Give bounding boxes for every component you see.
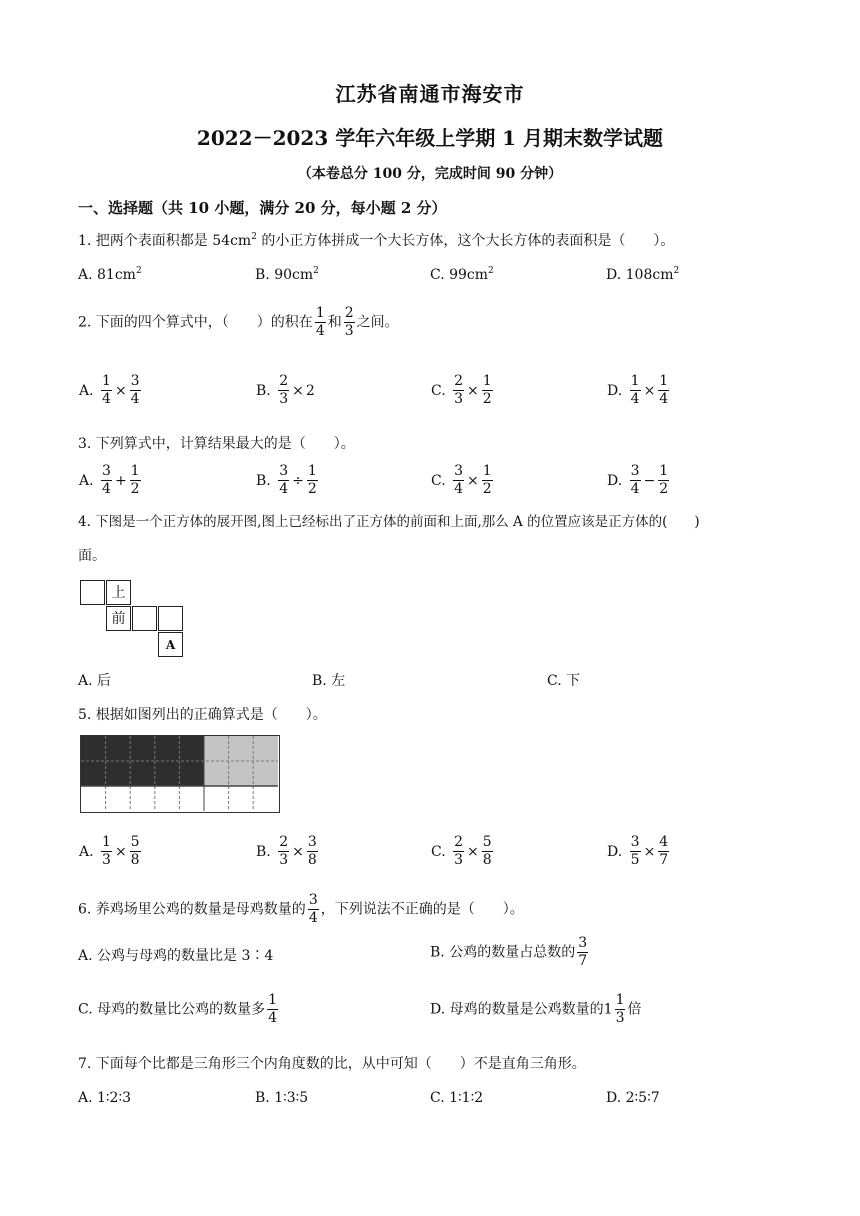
q2-option-b: B. $\frac{2}{3}$ × 2 bbox=[256, 373, 315, 407]
question-4-line2: 面。 bbox=[78, 548, 106, 564]
q3-option-a: A. $\frac{3}{4}$ + $\frac{1}{2}$ bbox=[79, 463, 140, 497]
fraction-grid-svg bbox=[81, 736, 278, 811]
net-cell-front: 前 bbox=[106, 606, 131, 631]
fraction: $\frac{3}{4}$ bbox=[308, 892, 318, 926]
q7-option-d: D. 2∶5∶7 bbox=[606, 1090, 660, 1106]
q5-option-a: A. $\frac{1}{3}$ × $\frac{5}{8}$ bbox=[79, 834, 140, 868]
section-heading: 一、选择题（共 10 小题，满分 20 分，每小题 2 分） bbox=[78, 199, 447, 217]
exam-title: 2022－2023 学年六年级上学期 1 月期末数学试题 bbox=[196, 126, 664, 150]
q7-option-b: B. 1∶3∶5 bbox=[255, 1090, 309, 1106]
q3-option-c: C. $\frac{3}{4}$ × $\frac{1}{2}$ bbox=[431, 463, 492, 497]
fraction: $\frac{1}{4}$ bbox=[315, 305, 325, 339]
q3-option-b: B. $\frac{3}{4}$ ÷ $\frac{1}{2}$ bbox=[256, 463, 317, 497]
q1-option-b: B. $90cm^2$ bbox=[255, 266, 319, 283]
question-4-line1: 4. 下图是一个正方体的展开图,图上已经标出了正方体的前面和上面,那么 A 的位置应该是正方体的( ) bbox=[78, 514, 700, 530]
exam-title-region: 江苏省南通市海安市 bbox=[335, 82, 525, 106]
fraction: $\frac{2}{3}$ bbox=[344, 305, 354, 339]
q2-option-d: D. $\frac{1}{4}$ × $\frac{1}{4}$ bbox=[607, 373, 669, 407]
question-7: 7. 下面每个比都是三角形三个内角度数的比，从中可知（ ）不是直角三角形。 bbox=[78, 1056, 586, 1072]
q5-option-b: B. $\frac{2}{3}$ × $\frac{3}{8}$ bbox=[256, 834, 317, 868]
cube-net-diagram bbox=[80, 580, 190, 660]
q7-option-a: A. 1∶2∶3 bbox=[78, 1090, 132, 1106]
q6-option-d: D. 母鸡的数量是公鸡数量的1 $\frac{1}{3}$ 倍 bbox=[430, 992, 642, 1026]
q1-text-prefix: 1. 把两个表面积都是 54cm bbox=[78, 233, 252, 249]
q6-option-b: B. 公鸡的数量占总数的 $\frac{3}{7}$ bbox=[430, 935, 588, 969]
exam-subtitle: （本卷总分 100 分，完成时间 90 分钟） bbox=[297, 166, 563, 182]
q2-option-a: A. $\frac{1}{4}$ × $\frac{3}{4}$ bbox=[79, 373, 140, 407]
q1-option-d: D. $108cm^2$ bbox=[606, 266, 680, 283]
q7-option-c: C. 1∶1∶2 bbox=[430, 1090, 484, 1106]
fraction-grid-diagram bbox=[80, 735, 280, 813]
q3-option-d: D. $\frac{3}{4}$ − $\frac{1}{2}$ bbox=[607, 463, 669, 497]
q1-option-a: A. $81cm^2$ bbox=[78, 266, 142, 283]
question-3: 3. 下列算式中，计算结果最大的是（ ）。 bbox=[78, 436, 355, 452]
q5-option-c: C. $\frac{2}{3}$ × $\frac{5}{8}$ bbox=[431, 834, 492, 868]
q1-superscript: 2 bbox=[251, 232, 257, 242]
net-cell-a: A bbox=[158, 632, 183, 657]
q4-option-b: B. 左 bbox=[312, 673, 346, 689]
q5-option-d: D. $\frac{3}{5}$ × $\frac{4}{7}$ bbox=[607, 834, 669, 868]
net-cell-top: 上 bbox=[106, 580, 131, 605]
q4-option-c: C. 下 bbox=[547, 673, 581, 689]
q1-option-c: C. $99cm^2$ bbox=[430, 266, 494, 283]
q4-option-a: A. 后 bbox=[78, 673, 112, 689]
question-5: 5. 根据如图列出的正确算式是（ ）。 bbox=[78, 707, 327, 723]
question-1 bbox=[78, 231, 674, 251]
net-cell bbox=[80, 580, 105, 605]
question-2: 2. 下面的四个算式中，（ ）的积在 $\frac{1}{4}$ 和 $\frac{2}{3}$ 之间。 bbox=[78, 305, 399, 339]
net-cell bbox=[158, 606, 183, 631]
q2-option-c: C. $\frac{2}{3}$ × $\frac{1}{2}$ bbox=[431, 373, 492, 407]
net-cell bbox=[132, 606, 157, 631]
question-6: 6. 养鸡场里公鸡的数量是母鸡数量的 $\frac{3}{4}$ ，下列说法不正确的是（ ）。 bbox=[78, 892, 524, 926]
q6-option-a: A. 公鸡与母鸡的数量比是 3∶4 bbox=[78, 948, 274, 964]
q6-option-c: C. 母鸡的数量比公鸡的数量多 $\frac{1}{4}$ bbox=[78, 992, 278, 1026]
q1-text-suffix: 的小正方体拼成一个大长方体，这个大长方体的表面积是（ ）。 bbox=[256, 233, 675, 249]
